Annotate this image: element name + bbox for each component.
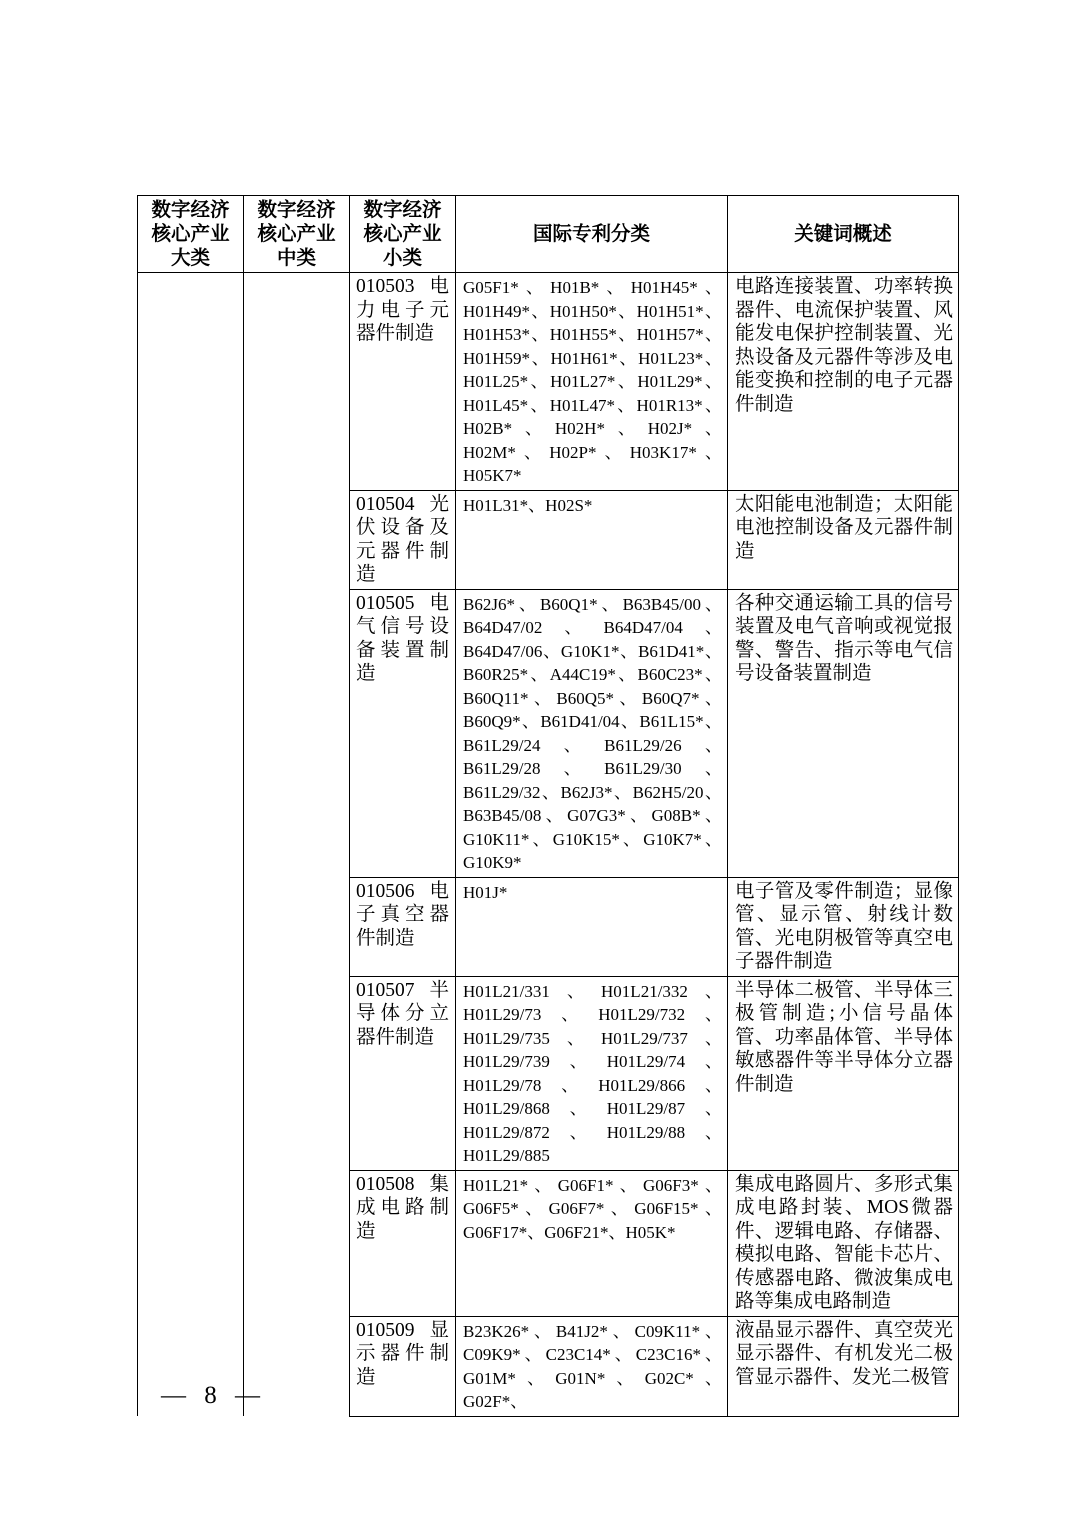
ipc-cell: H01L21*、G06F1*、G06F3*、G06F5*、G06F7*、G06F15*、G06F17*、G06F21*、H05K*: [456, 1170, 728, 1316]
header-keywords: 关键词概述: [728, 196, 959, 273]
keywords-cell: 电路连接装置、功率转换器件、电流保护装置、风能发电保护控制装置、光热设备及元器件等涉及电能变换和控制的电子元器件制造: [728, 273, 959, 491]
keywords-cell: 各种交通运输工具的信号装置及电气音响或视觉报警、警告、指示等电气信号设备装置制造: [728, 589, 959, 877]
category-code: 010508: [356, 1173, 415, 1195]
classification-table: [137, 195, 959, 1417]
small-category-cell: [350, 273, 456, 491]
middle-category-cell: [244, 273, 350, 1417]
header-small-category: 数字经济核心产业小类: [350, 196, 456, 273]
table-body: [138, 273, 959, 1417]
header-ipc: 国际专利分类: [456, 196, 728, 273]
keywords-cell: 太阳能电池制造；太阳能电池控制设备及元器件制造: [728, 490, 959, 589]
category-name: 电气信号设备装置制造: [356, 592, 449, 684]
category-code: 010503: [356, 276, 415, 297]
small-category-cell: [350, 1170, 456, 1316]
table-header: [138, 196, 959, 273]
header-major-category: 数字经济核心产业大类: [138, 196, 244, 273]
ipc-cell: B23K26*、B41J2*、C09K11*、C09K9*、C23C14*、C23C16*、G01M*、G01N*、G02C*、G02F*、: [456, 1316, 728, 1416]
category-name: 显示器件制造: [356, 1319, 449, 1388]
small-category-cell: [350, 877, 456, 976]
small-category-cell: [350, 589, 456, 877]
keywords-cell: 电子管及零件制造；显像管、显示管、射线计数管、光电阴极管等真空电子器件制造: [728, 877, 959, 976]
table-row: [138, 273, 959, 491]
category-code: 010504: [356, 493, 415, 515]
category-code: 010505: [356, 592, 415, 614]
ipc-cell: H01L21/331、H01L21/332、H01L29/73、H01L29/732、H01L29/735、H01L29/737、H01L29/739、H01L29/74、H01L29/78、H01L29/866、H01L29/868、H01L29/87、H01L29/872、H01L29/88、H01L29/885: [456, 976, 728, 1170]
category-name: 集成电路制造: [356, 1173, 449, 1242]
ipc-cell: G05F1*、H01B*、H01H45*、H01H49*、H01H50*、H01H51*、H01H53*、H01H55*、H01H57*、H01H59*、H01H61*、H01L23*、H01L25*、H01L27*、H01L29*、H01L45*、H01L47*、H01R13*、H02B*、H02H*、H02J*、H02M*、H02P*、H03K17*、H05K7*: [456, 273, 728, 491]
ipc-cell: B62J6*、B60Q1*、B63B45/00、B64D47/02、B64D47/04、B64D47/06、G10K1*、B61D41*、B60R25*、A44C19*、B60C23*、B60Q11*、B60Q5*、B60Q7*、B60Q9*、B61D41/04、B61L15*、B61L29/24、B61L29/26、B61L29/28、B61L29/30、B61L29/32、B62J3*、B62H5/20、B63B45/08、G07G3*、G08B*、G10K11*、G10K15*、G10K7*、G10K9*: [456, 589, 728, 877]
keywords-cell: 半导体二极管、半导体三极管制造;小信号晶体管、功率晶体管、半导体敏感器件等半导体分立器件制造: [728, 976, 959, 1170]
category-code: 010509: [356, 1319, 415, 1341]
category-name: 电力电子元器件制造: [356, 276, 449, 344]
category-code: 010507: [356, 979, 415, 1001]
small-category-cell: [350, 976, 456, 1170]
header-middle-category: 数字经济核心产业中类: [244, 196, 350, 273]
keywords-cell: 集成电路圆片、多形式集成电路封装、MOS微器件、逻辑电路、存储器、模拟电路、智能卡芯片、传感器电路、微波集成电路等集成电路制造: [728, 1170, 959, 1316]
major-category-cell: [138, 273, 244, 1417]
small-category-cell: [350, 490, 456, 589]
header-row: [138, 196, 959, 273]
category-name: 电子真空器件制造: [356, 880, 449, 949]
small-category-cell: [350, 1316, 456, 1416]
category-name: 光伏设备及元器件制造: [356, 493, 449, 585]
category-code: 010506: [356, 880, 415, 902]
ipc-cell: H01J*: [456, 877, 728, 976]
page-number: — 8 —: [161, 1382, 266, 1409]
category-name: 半导体分立器件制造: [356, 979, 449, 1048]
keywords-cell: 液晶显示器件、真空荧光显示器件、有机发光二极管显示器件、发光二极管: [728, 1316, 959, 1416]
ipc-cell: H01L31*、H02S*: [456, 490, 728, 589]
